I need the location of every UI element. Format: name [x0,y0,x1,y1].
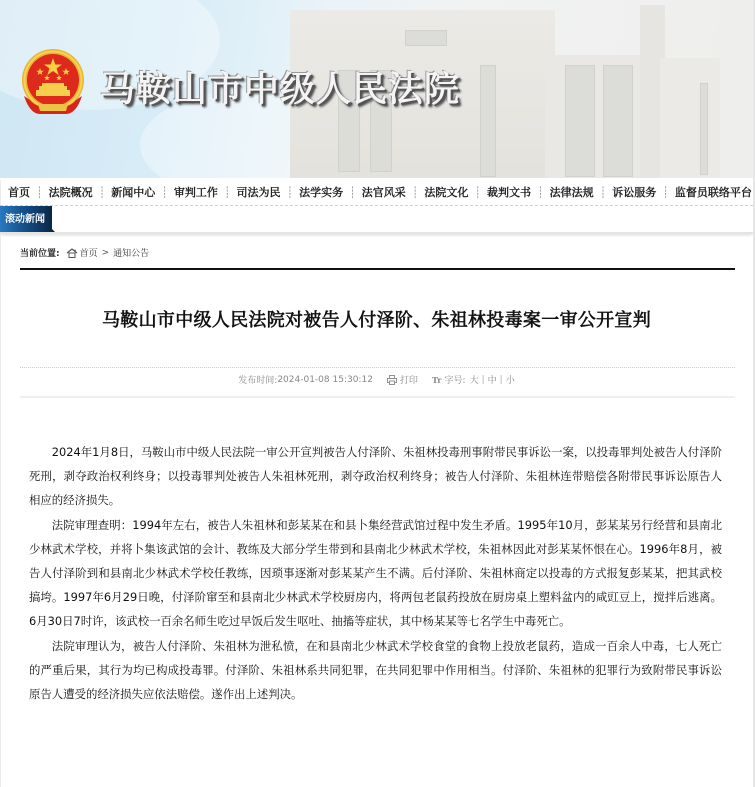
font-size-icon: Tr [431,374,442,385]
nav-item-home[interactable]: 首页 [8,186,30,199]
nav-item-litigation-services[interactable]: 诉讼服务 [612,186,657,199]
nav-separator: ┊ [349,185,356,199]
nav-separator: ┊ [411,185,419,199]
nav-separator: ┊ [98,185,106,199]
breadcrumb-label: 当前位置: [20,249,60,259]
home-icon [66,248,78,258]
nav-item-judgments[interactable]: 裁判文书 [487,186,531,199]
article-paragraph: 法院审理查明：1994年左右，被告人朱祖林和彭某某在和县卜集经营武馆过程中发生矛盾。1995年10月，彭某某另行经营和县南北少林武术学校，并将卜集该武馆的会计、教练及大部分学生带到和县南北少林武术学校，朱祖林因此对彭某某怀恨在心。1996年8月，被告人付泽阶到和县南北少林武术学校任教练，因琐事逐渐对彭某某产生不满。后付泽阶、朱祖林商定以投毒的方式报复彭某某，把其武校搞垮。1997年6月29日晚，付泽阶窜至和县南北少林武术学校厨房内，将两包老鼠药投放在厨房桌上塑料盆内的咸豇豆上，搅拌后逃离。6月30日7时许，该武校一百余名师生吃过早饭后发生呕吐、抽搐等症状，其中杨某某等七名学生中毒死亡。 [29,517,722,629]
font-size-medium[interactable]: 中 [487,376,497,386]
nav-separator: ┊ [161,185,168,199]
nav-separator: ┊ [662,185,669,199]
printer-icon [387,375,397,385]
publish-time-label: 发布时间: [238,376,278,386]
building-graphic [545,55,640,178]
nav-item-judge-profiles[interactable]: 法官风采 [361,186,406,199]
nav-separator: ┊ [599,185,607,199]
nav-separator: ┊ [286,185,294,199]
nav-item-court-culture[interactable]: 法院文化 [424,186,469,199]
print-button[interactable]: 打印 [399,376,418,386]
size-separator: | [499,374,503,385]
page-frame-left [0,180,1,787]
article-body [29,440,722,706]
nav-item-trial-work[interactable]: 审判工作 [173,186,218,199]
article-meta [0,373,753,386]
meta-bottom-divider [20,396,735,398]
meta-divider [20,367,735,368]
breadcrumb-arrow: > [101,247,110,258]
article-paragraph: 法院审理认为，被告人付泽阶、朱祖林为泄私愤，在和县南北少林武术学校食堂的食物上投放老鼠药，造成一百余人中毒，七人死亡的严重后果，其行为均已构成投毒罪。付泽阶、朱祖林系共同犯罪，在共同犯罪中作用相当。付泽阶、朱祖林的犯罪行为致附带民事诉讼原告人遭受的经济损失应依法赔偿。遂作出上述判决。 [29,638,722,702]
font-size-large[interactable]: 大 [469,376,479,386]
nav-separator: ┊ [36,185,43,199]
nav-item-justice-for-people[interactable]: 司法为民 [236,186,281,199]
article-paragraph: 2024年1月8日，马鞍山市中级人民法院一审公开宣判被告人付泽阶、朱祖林投毒刑事附带民事诉讼一案，以投毒罪判处被告人付泽阶死刑，剥夺政治权利终身；以投毒罪判处被告人朱祖林死刑，剥夺政治权利终身；被告人付泽阶、朱祖林连带赔偿各附带民事诉讼原告人相应的经济损失。 [29,445,722,508]
font-size-label: 字号: [444,376,466,386]
nav-item-news-center[interactable]: 新闻中心 [111,186,156,199]
nav-item-court-overview[interactable]: 法院概况 [48,186,93,199]
nav-item-laws[interactable]: 法律法规 [549,186,594,199]
breadcrumb-notices-link[interactable]: 通知公告 [113,249,150,259]
nav-separator: ┊ [223,185,231,199]
size-separator: | [481,374,485,385]
breadcrumb [20,246,149,259]
site-banner [0,0,753,178]
scrolling-news-tab[interactable]: 滚动新闻 [0,206,52,233]
font-size-small[interactable]: 小 [505,376,515,386]
nav-separator: ┊ [474,185,481,199]
breadcrumb-divider [20,268,735,270]
main-nav [0,180,753,204]
breadcrumb-home-link[interactable]: 首页 [79,249,98,259]
site-title: 马鞍山市中级人民法院 [100,70,461,110]
nav-item-supervisor-platform[interactable]: 监督员联络平台 [674,186,752,199]
article-title: 马鞍山市中级人民法院对被告人付泽阶、朱祖林投毒案一审公开宣判 [102,310,651,331]
nav-separator: ┊ [537,185,544,199]
news-bar-shadow [0,232,753,234]
national-emblem-icon [20,48,86,120]
building-graphic [660,58,720,178]
scrolling-news-bar [0,205,753,233]
nav-item-legal-practice[interactable]: 法学实务 [299,186,344,199]
publish-time: 2024-01-08 15:30:12 [277,374,373,385]
